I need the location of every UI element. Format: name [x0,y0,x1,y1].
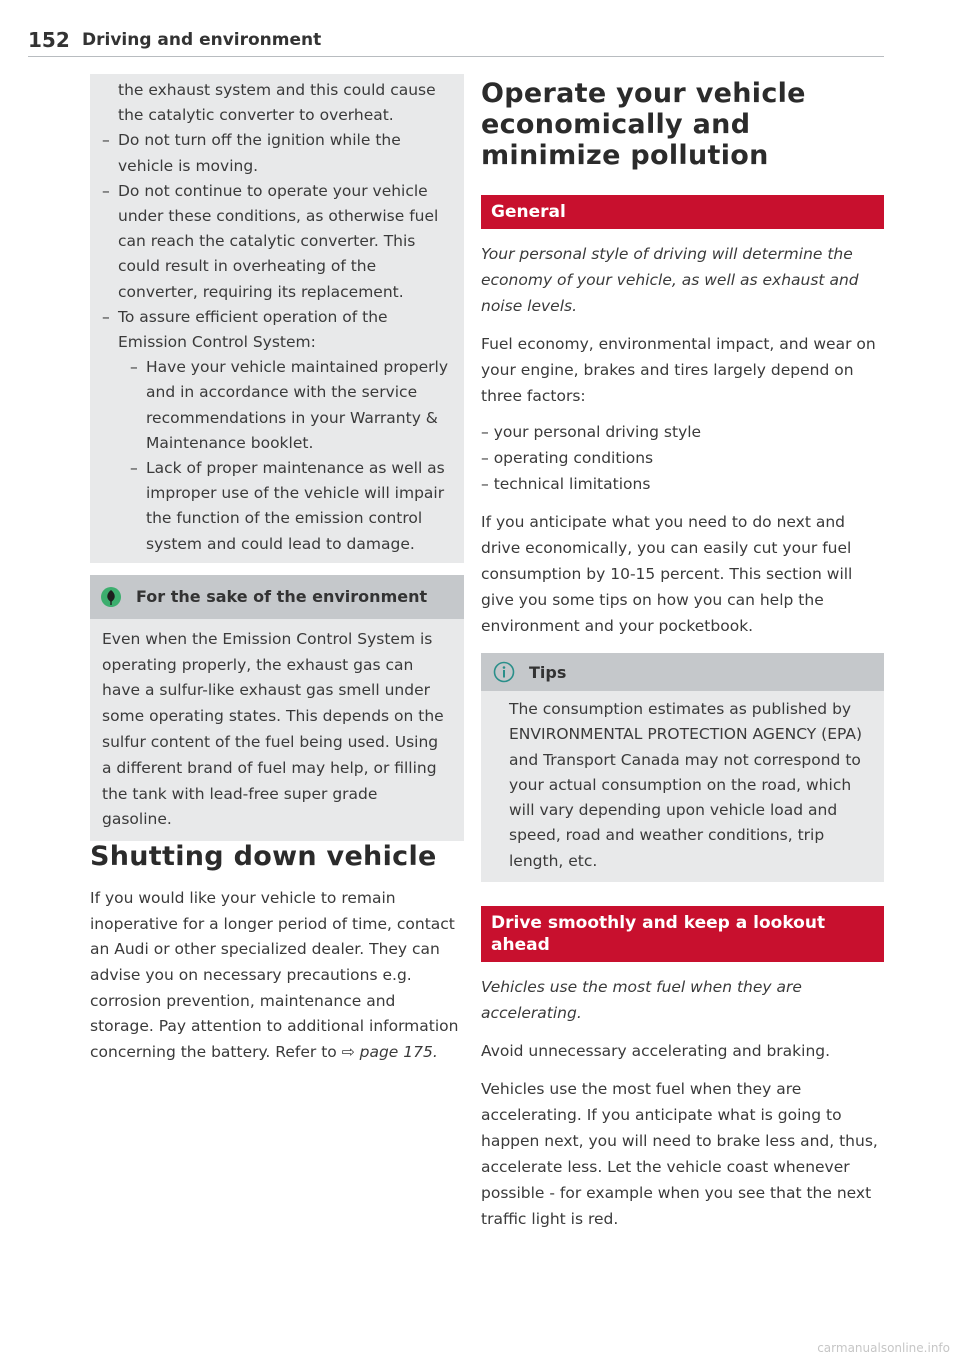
tips-box [481,653,884,882]
shutdown-paragraph [90,886,464,1065]
info-icon [493,661,515,683]
tips-title: Tips [529,662,567,682]
warning-list [90,128,464,556]
list-item: – Do not continue to operate your vehicle under these conditions, as otherwise fuel can reach the catalytic converter. This could result in overheating of the converter, requiring its replacement. [90,179,464,305]
page-number: 152 [28,28,70,52]
environment-note-title: For the sake of the environment [136,587,428,607]
drive-intro: Vehicles use the most fuel when they are accelerating. [481,978,802,1023]
sub-list-item: – Lack of proper maintenance as well as improper use of the vehicle will impair the function of the emission control system and could lead to damage. [130,456,452,557]
page-reference-link[interactable]: ⇨ page 175. [341,1042,438,1061]
leaf-icon [100,586,122,608]
sub-list-item: – Have your vehicle maintained properly and in accordance with the service recommendations in your Warranty & Maintenance booklet. [130,355,452,456]
factors-list [481,419,884,497]
list-item: – operating conditions [481,445,884,471]
list-item: – your personal driving style [481,419,884,445]
section-heading: Operate your vehicle economically and minimize pollution [481,78,806,171]
page-header [28,22,884,57]
anticipate-text: If you anticipate what you need to do next and drive economically, you can easily cut your fuel consumption by 10-15 percent. This section will give you some tips on how you can help the environment and your pocketbook. [481,513,853,635]
general-text: Fuel economy, environmental impact, and wear on your engine, brakes and tires largely depend on three factors: [481,335,876,405]
site-watermark: carmanualsonline.info [817,1341,950,1355]
environment-note [90,575,464,841]
list-item [90,305,464,557]
sub-list [130,355,452,557]
general-bar: General [481,195,884,229]
shutdown-text: If you would like your vehicle to remain inoperative for a longer period of time, contact an Audi or other specialized dealer. They can advise you on necessary precautions e.g. corrosion prevention, maintenance and storage. Pay attention to additional information concerning the battery. Refer to [90,889,459,1061]
general-intro: Your personal style of driving will determine the economy of your vehicle, as well as exhaust and noise levels. [481,245,859,315]
chapter-title: Driving and environment [82,30,322,50]
left-column [90,74,464,1065]
shutdown-heading: Shutting down vehicle [90,841,437,873]
tips-header [481,653,884,691]
tips-text: The consumption estimates as published by ENVIRONMENTAL PROTECTION AGENCY (EPA) and Transport Canada may not correspond to your actual consumption on the road, which will vary depending upon vehicle load and speed, road and weather conditions, trip length, etc. [509,700,863,870]
list-item-text: To assure efficient operation of the Emission Control System: [118,307,388,352]
list-item: – technical limitations [481,471,884,497]
environment-note-text: Even when the Emission Control System is operating properly, the exhaust gas can have a sulfur-like exhaust gas smell under some operating states. This depends on the sulfur content of the fuel being used. Using a different brand of fuel may help, or filling the tank with lead-free super grade gasoline. [102,629,444,829]
environment-note-header [90,575,464,619]
drive-bar: Drive smoothly and keep a lookout ahead [481,906,884,962]
right-column [481,74,884,1232]
list-item: – Do not turn off the ignition while the vehicle is moving. [90,128,464,178]
warning-intro: the exhaust system and this could cause the catalytic converter to overheat. [118,81,436,125]
drive-paragraph-1: Avoid unnecessary accelerating and braking. [481,1042,831,1061]
drive-paragraph-2: Vehicles use the most fuel when they are accelerating. If you anticipate what is going to happen next, you will need to brake less and, thus, accelerate less. Let the vehicle coast whenever possible - for example when you see that the next traffic light is red. [481,1080,878,1229]
warning-box [90,74,464,563]
